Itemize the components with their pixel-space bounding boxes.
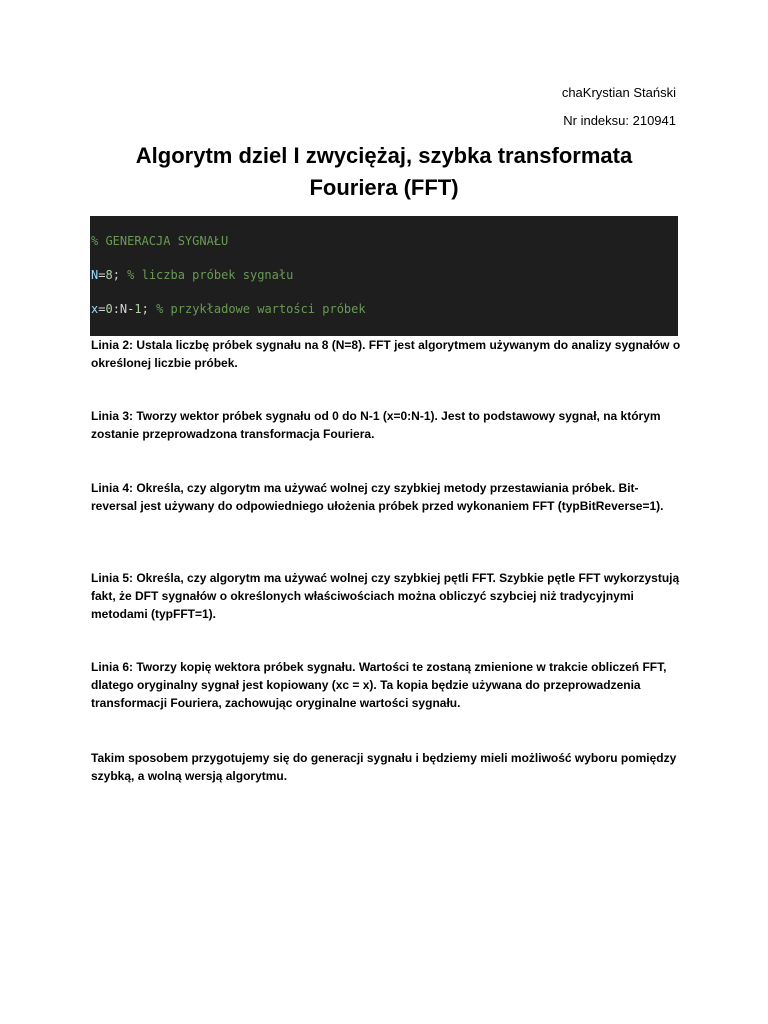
paragraph-line-3: Linia 3: Tworzy wektor próbek sygnału od 0 do N-1 (x=0:N-1). Jest to podstawowy sygnał, na którym zostanie przeprowadzona transformacja Fouriera. (91, 409, 661, 441)
document-title (90, 140, 678, 204)
author-name: chaKrystian Stański (561, 85, 676, 100)
code-line-1 (91, 233, 677, 250)
code-number: 0 (105, 302, 113, 316)
code-operator: = (98, 302, 106, 316)
paragraph-summary: Takim sposobem przygotujemy się do generacji sygnału i będziemy mieli możliwość wyboru pomiędzy szybką, a wolną wersją algorytmu. (91, 751, 677, 783)
code-comment: % GENERACJA SYGNAŁU (91, 234, 229, 248)
paragraph-line-6: Linia 6: Tworzy kopię wektora próbek sygnału. Wartości te zostaną zmienione w trakcie obliczeń FFT, dlatego oryginalny sygnał jest kopiowany (xc = x). Ta kopia będzie używana do przeprowadzenia transformacji Fouriera, zachowując oryginalne wartości sygnału. (91, 660, 667, 710)
code-terminator: ; (141, 302, 149, 316)
title-line-2: Fouriera (FFT) (309, 175, 459, 200)
code-variable: x (91, 302, 99, 316)
code-comment: % przykładowe wartości próbek (148, 302, 366, 316)
code-terminator: ; (112, 268, 120, 282)
code-line-2 (91, 267, 677, 284)
code-operator: = (98, 268, 106, 282)
student-index: Nr indeksu: 210941 (563, 113, 676, 128)
title-line-1: Algorytm dziel I zwyciężaj, szybka transformata (135, 143, 633, 168)
paragraph-line-5: Linia 5: Określa, czy algorytm ma używać wolnej czy szybkiej pętli FFT. Szybkie pętle FFT wykorzystują fakt, że DFT sygnałów o określonych właściwościach można obliczyć szybciej niż tradycyjnymi metodami (typFFT=1). (91, 571, 680, 621)
code-line-3 (91, 301, 677, 318)
code-block (90, 216, 678, 336)
code-comment: % liczba próbek sygnału (119, 268, 294, 282)
code-number: 8 (105, 268, 113, 282)
paragraph-line-2: Linia 2: Ustala liczbę próbek sygnału na 8 (N=8). FFT jest algorytmem używanym do analizy sygnałów o określonej liczbie próbek. (91, 338, 681, 370)
code-variable: N (91, 268, 99, 282)
code-number: 1 (134, 302, 142, 316)
code-range: :N- (112, 302, 135, 316)
paragraph-line-4: Linia 4: Określa, czy algorytm ma używać wolnej czy szybkiej metody przestawiania próbek. Bit-reversal jest używany do odpowiedniego ułożenia próbek przed wykonaniem FFT (typBitReverse=1). (91, 481, 664, 513)
